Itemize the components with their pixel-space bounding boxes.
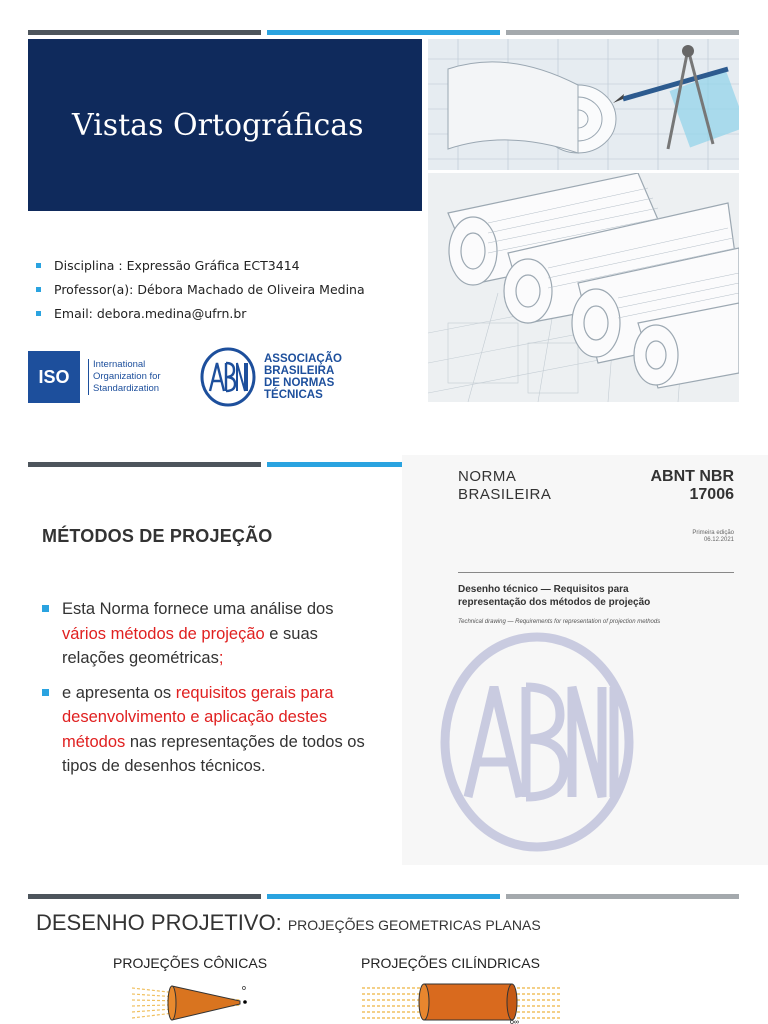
slide2-bullet-1: [42, 597, 382, 671]
slide1-info-list: [36, 258, 365, 330]
abnt-logo: [200, 345, 350, 409]
label-projecoes-cilindricas: PROJEÇÕES CILÍNDRICAS: [361, 955, 540, 971]
slide2-bar-blue: [267, 462, 402, 467]
slide2-bar-dark: [28, 462, 261, 467]
bullet2-text: e apresenta os: [62, 683, 176, 702]
norma-document-cover: [402, 455, 768, 865]
email-item: Email: debora.medina@ufrn.br: [36, 306, 365, 321]
slide3-bar-dark: [28, 894, 261, 899]
abnt-text-line: DE NORMAS: [264, 377, 335, 389]
slide3-bar-grey: [506, 894, 739, 899]
slide3-bar-blue: [267, 894, 500, 899]
abnt-text: [264, 353, 342, 401]
projection-center-label: o: [242, 985, 246, 992]
bullet2-highlight: requisitos gerais para desenvolvimento e aplicação destes métodos: [62, 683, 334, 751]
slide3-subtitle: PROJEÇÕES GEOMETRICAS PLANAS: [287, 917, 541, 933]
conical-projection-diagram: [132, 980, 262, 1024]
document-rule: [458, 572, 734, 573]
abnt-text-line: BRASILEIRA: [264, 365, 335, 377]
slide1-bar-dark: [28, 30, 261, 35]
iso-text: [88, 359, 161, 395]
document-subtitle: Technical drawing — Requirements for representation of projection methods: [458, 619, 661, 625]
slide2-title: MÉTODOS DE PROJEÇÃO: [42, 526, 273, 546]
bullet1-semicolon: ;: [218, 649, 224, 667]
slide2-bullet-2: [42, 681, 382, 779]
norma-code-line1: ABNT NBR: [650, 468, 734, 485]
blueprint-image-bottom: [428, 173, 739, 402]
slide1-title: Vistas Ortográficas: [72, 107, 364, 143]
abnt-text-line: TÉCNICAS: [264, 389, 323, 401]
slide1-bar-blue: [267, 30, 500, 35]
document-title-line1: Desenho técnico — Requisitos para: [458, 584, 629, 595]
blueprint-image-top: [428, 39, 739, 170]
blueprint-drawing-top: [428, 39, 739, 170]
edition-line1: Primeira edição: [692, 530, 734, 536]
iso-mark: ISO: [28, 351, 80, 403]
discipline-item: Disciplina : Expressão Gráfica ECT3414: [36, 258, 365, 273]
cylindrical-projection-diagram: [362, 980, 562, 1024]
norma-code-line2: 17006: [689, 486, 734, 503]
projection-infinity-label: o∞: [510, 1019, 519, 1024]
professor-item: Professor(a): Débora Machado de Oliveira Medina: [36, 282, 365, 297]
projection-center-point: [243, 1000, 247, 1004]
label-projecoes-conicas: PROJEÇÕES CÔNICAS: [113, 955, 268, 971]
bullet2-text-end: nas representações de todos os tipos de desenhos técnicos.: [62, 732, 365, 775]
iso-text-line: Standardization: [93, 383, 160, 394]
slide2-bullet-list: [42, 597, 382, 789]
slide1-bar-grey: [506, 30, 739, 35]
iso-logo: [28, 350, 178, 404]
slide3-title: [36, 910, 541, 936]
edition-line2: 06.12.2021: [703, 537, 734, 543]
norma-label-line1: NORMA: [458, 468, 517, 485]
bullet1-text: Esta Norma fornece uma análise dos: [62, 600, 334, 618]
abnt-mark-icon: [200, 347, 256, 407]
slide3-title-main: DESENHO PROJETIVO:: [36, 910, 288, 935]
iso-text-line: International: [93, 359, 146, 370]
abnt-text-line: ASSOCIAÇÃO: [264, 353, 342, 365]
norma-label-line2: BRASILEIRA: [458, 486, 552, 503]
bullet1-highlight: vários métodos de projeção: [62, 624, 265, 643]
iso-text-line: Organization for: [93, 371, 161, 382]
document-title-line2: representação dos métodos de projeção: [458, 597, 651, 608]
blueprint-rolls-drawing: [428, 173, 739, 402]
bullet1-text-end: e suas relações geométricas: [62, 624, 318, 667]
abnt-watermark-icon: [432, 627, 642, 857]
slide1-title-box: [28, 39, 422, 211]
